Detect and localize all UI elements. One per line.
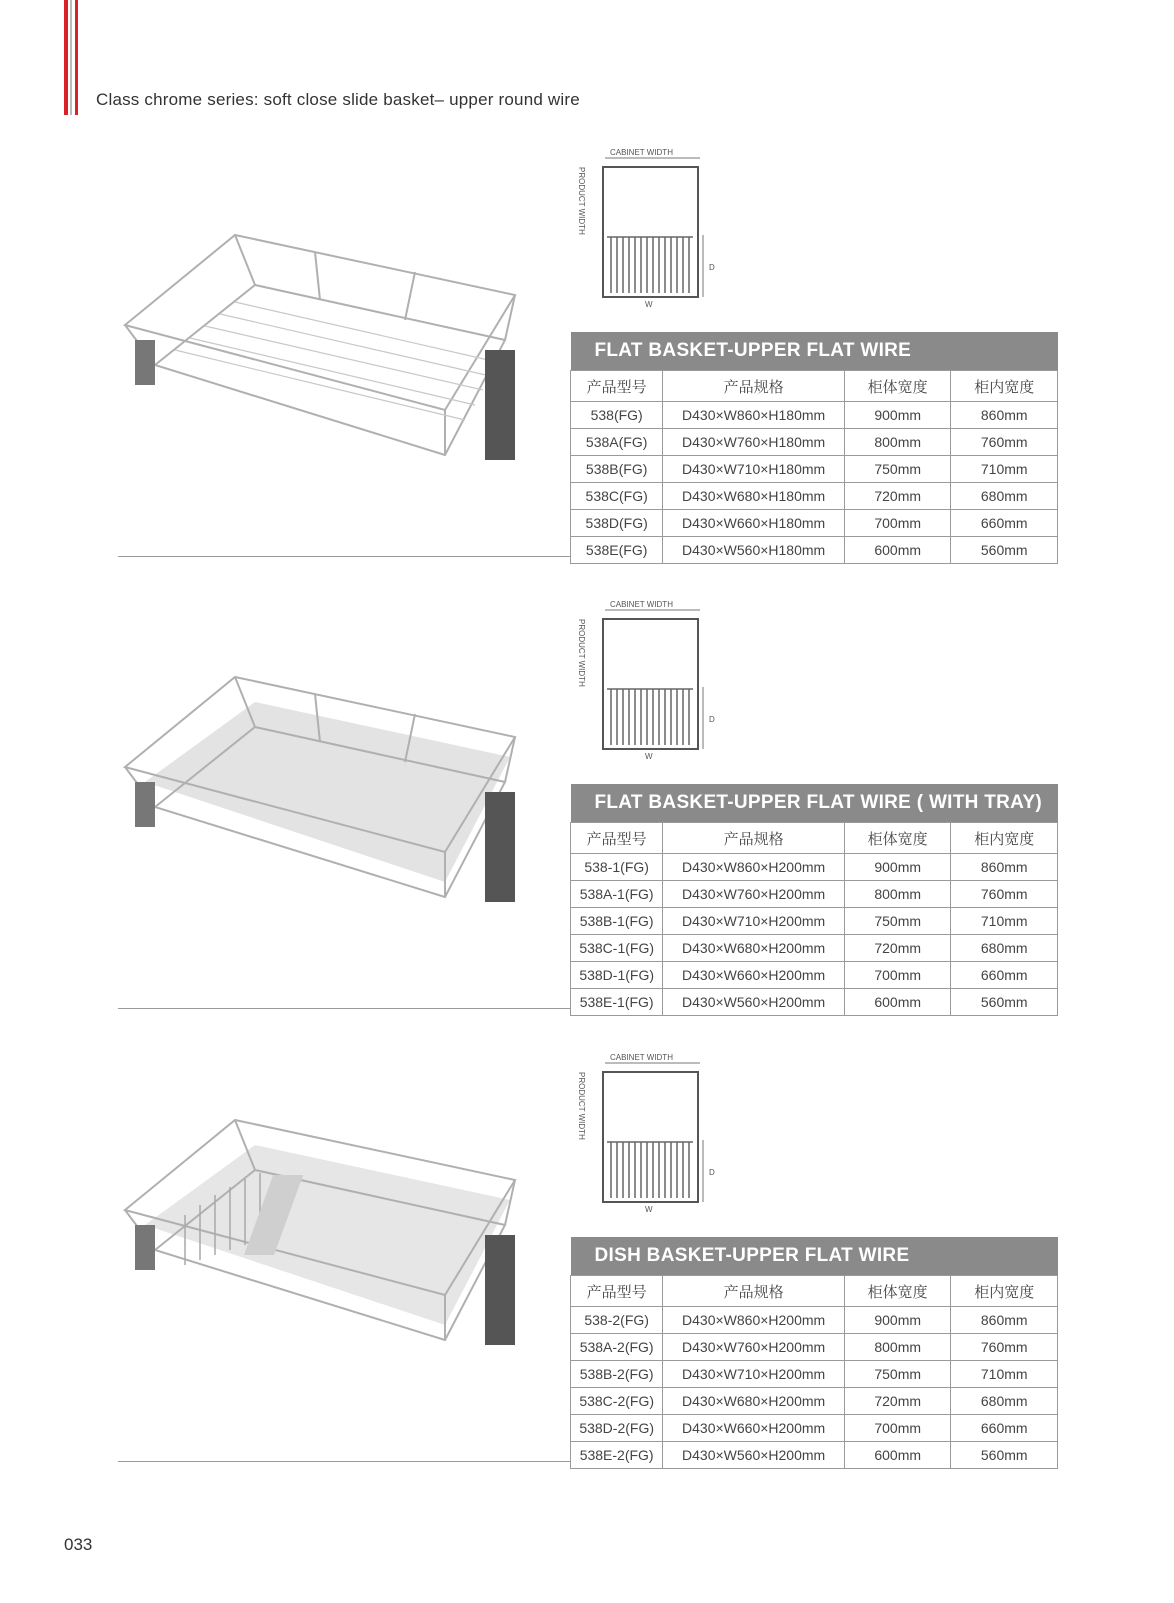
svg-text:CABINET WIDTH: CABINET WIDTH	[610, 600, 673, 609]
spec-table: FLAT BASKET-UPPER FLAT WIRE ( WITH TRAY) 产品型号 产品规格 柜体宽度 柜内宽度 538-1(FG) D430×W860×H200mm 900mm 860mm 538A-1(FG) D430×W760×H200mm 800mm 760mm 538B-1(FG) D430×W710×H200mm 750mm 710mm 538C-1(FG) D430×W680×H200mm 720mm 680mm 538D-1(FG) D430×W660×H200mm 700mm 660mm 538E-1(FG) D430×W560×H200mm 600mm 560mm	[570, 784, 1058, 1016]
table-row: 538E-1(FG) D430×W560×H200mm 600mm 560mm	[571, 989, 1058, 1016]
table-row: 538-1(FG) D430×W860×H200mm 900mm 860mm	[571, 854, 1058, 881]
cabinet-width-label: CABINET WIDTH	[610, 148, 673, 157]
product-section-2	[0, 597, 1174, 1037]
flat-basket-photo	[115, 230, 535, 530]
table-row: 538(FG) D430×W860×H180mm 900mm 860mm	[571, 402, 1058, 429]
page-title: Class chrome series: soft close slide basket– upper round wire	[96, 90, 580, 109]
table-row: 538B-2(FG) D430×W710×H200mm 750mm 710mm	[571, 1361, 1058, 1388]
product-width-label: PRODUCT WIDTH	[577, 167, 586, 235]
table-title: FLAT BASKET-UPPER FLAT WIRE ( WITH TRAY)	[571, 784, 1058, 823]
svg-text:PRODUCT WIDTH: PRODUCT WIDTH	[577, 619, 586, 687]
col-header-model: 产品型号	[571, 371, 663, 402]
spec-table: DISH BASKET-UPPER FLAT WIRE 产品型号 产品规格 柜体宽度 柜内宽度 538-2(FG) D430×W860×H200mm 900mm 860mm 538A-2(FG) D430×W760×H200mm 800mm 760mm 538B-2(FG) D430×W710×H200mm 750mm 710mm 538C-2(FG) D430×W680×H200mm 720mm 680mm 538D-2(FG) D430×W660×H200mm 700mm 660mm 538E-2(FG) D430×W560×H200mm 600mm 560mm	[570, 1237, 1058, 1469]
table-row: 538A-2(FG) D430×W760×H200mm 800mm 760mm	[571, 1334, 1058, 1361]
svg-text:D: D	[709, 1168, 715, 1177]
table-title: FLAT BASKET-UPPER FLAT WIRE	[571, 332, 1058, 371]
svg-text:W: W	[645, 752, 653, 761]
dish-basket-photo	[115, 1115, 535, 1415]
product-section-3	[0, 1050, 1174, 1490]
table-row: 538E-2(FG) D430×W560×H200mm 600mm 560mm	[571, 1442, 1058, 1469]
svg-text:D: D	[709, 715, 715, 724]
section-divider	[118, 1008, 570, 1009]
svg-text:CABINET WIDTH: CABINET WIDTH	[610, 1053, 673, 1062]
width-label: W	[645, 300, 653, 309]
table-row: 538B(FG) D430×W710×H180mm 750mm 710mm	[571, 456, 1058, 483]
section-divider	[118, 556, 570, 557]
table-row: 538C-1(FG) D430×W680×H200mm 720mm 680mm	[571, 935, 1058, 962]
cabinet-diagram	[577, 145, 725, 310]
flat-basket-tray-photo	[115, 672, 535, 972]
table-row: 538A(FG) D430×W760×H180mm 800mm 760mm	[571, 429, 1058, 456]
product-section-1	[0, 145, 1174, 585]
table-row: 538D-2(FG) D430×W660×H200mm 700mm 660mm	[571, 1415, 1058, 1442]
section-divider	[118, 1461, 570, 1462]
cabinet-diagram	[577, 597, 725, 762]
table-row: 538E(FG) D430×W560×H180mm 600mm 560mm	[571, 537, 1058, 564]
col-header-inner-width: 柜内宽度	[951, 371, 1058, 402]
table-row: 538D-1(FG) D430×W660×H200mm 700mm 660mm	[571, 962, 1058, 989]
spec-table	[570, 332, 1058, 564]
table-row: 538B-1(FG) D430×W710×H200mm 750mm 710mm	[571, 908, 1058, 935]
table-row: 538D(FG) D430×W660×H180mm 700mm 660mm	[571, 510, 1058, 537]
table-title: DISH BASKET-UPPER FLAT WIRE	[571, 1237, 1058, 1276]
accent-bar-red-2	[75, 0, 78, 115]
table-row: 538C-2(FG) D430×W680×H200mm 720mm 680mm	[571, 1388, 1058, 1415]
table-row: 538C(FG) D430×W680×H180mm 720mm 680mm	[571, 483, 1058, 510]
table-row: 538-2(FG) D430×W860×H200mm 900mm 860mm	[571, 1307, 1058, 1334]
col-header-spec: 产品规格	[663, 371, 845, 402]
svg-text:PRODUCT WIDTH: PRODUCT WIDTH	[577, 1072, 586, 1140]
accent-bar-red	[64, 0, 68, 115]
accent-bar-gray	[70, 0, 72, 115]
col-header-cabinet-width: 柜体宽度	[844, 371, 951, 402]
svg-text:W: W	[645, 1205, 653, 1214]
page-number: 033	[64, 1535, 93, 1554]
table-row: 538A-1(FG) D430×W760×H200mm 800mm 760mm	[571, 881, 1058, 908]
depth-label: D	[709, 263, 715, 272]
cabinet-diagram	[577, 1050, 725, 1215]
